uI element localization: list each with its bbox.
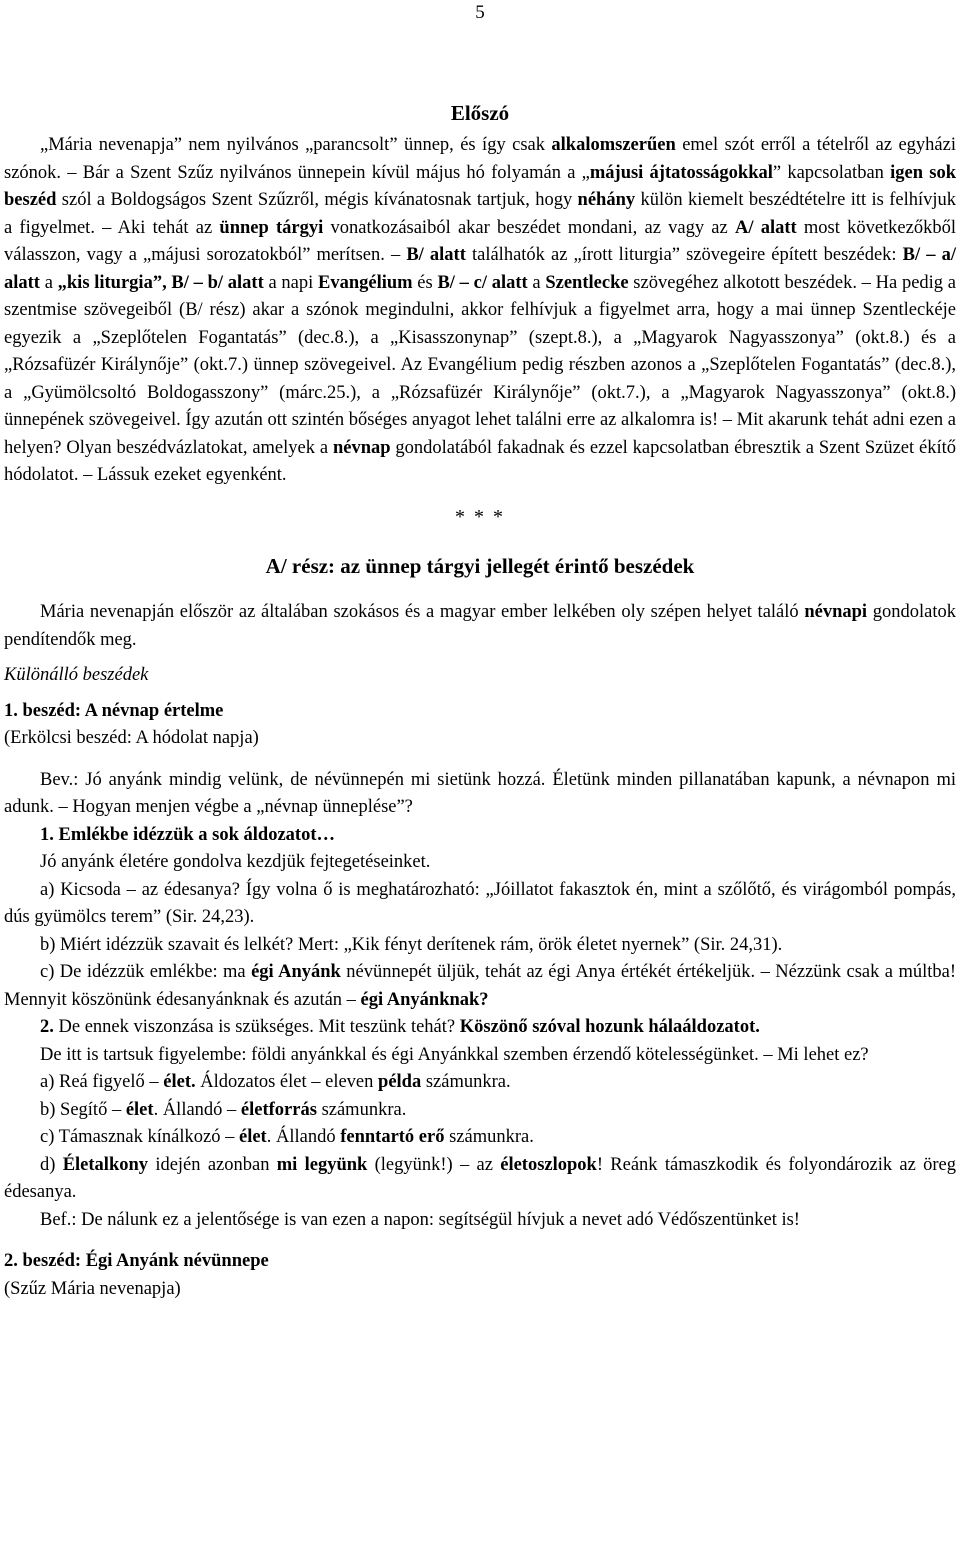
sermon-1-paragraph: 1. Emlékbe idézzük a sok áldozatot… [40, 824, 335, 845]
page-title: Előszó [450, 101, 510, 125]
sermon-1-paragraph: 2. De ennek viszonzása is szükséges. Mit teszünk tehát? Köszönő szóval hozunk hálaáldozatot. [40, 1017, 760, 1037]
subsection-heading: Különálló beszédek [4, 665, 149, 685]
sermon-1-paragraph: a) Kicsoda – az édesanya? Így volna ő is meghatározható: „Jóillatot fakasztok én, mint a szőlőtő, és virágomból pompás, dús gyümölcs terem” (Sir. 24,23). [4, 879, 956, 927]
sermon-1-paragraph: Bev.: Jó anyánk mindig velünk, de névünnepén mi sietünk hozzá. Életünk minden pillanatában kapunk, a névnapon mi adunk. – Hogyan menjen végbe a „névnap ünneplése”? [4, 769, 956, 817]
section-separator: * * * [455, 505, 505, 528]
section-a-title: A/ rész: az ünnep tárgyi jellegét érintő beszédek [265, 554, 695, 578]
sermon-1-paragraph: De itt is tartsuk figyelembe: földi anyánkkal és égi Anyánkkal szemben érzendő kötelességünket. – Mi lehet ez? [40, 1044, 869, 1065]
foreword-paragraph: „Mária nevenapja” nem nyilvános „parancsolt” ünnep, és így csak alkalomszerűen emel szót erről a tételről az egyházi szónok. – Bár a Szent Szűz nyilvános ünnepein kívül május hó folyamán a „májusi ájtatosságokkal” kapcsolatban igen sok beszéd szól a Boldogságos Szent Szűzről, mégis kívánatosnak tartjuk, hogy néhány külön kiemelt beszédtételre itt is felhívjuk a figyelmet. – Aki tehát az ünnep tárgyi vonatkozásaiból akar beszédet mondani, az vagy az A/ alatt most következőkből válasszon, vagy a „májusi sorozatokból” merítsen. – B/ alatt találhatók az „írott liturgia” szövegeire épített beszédek: B/ – a/ alatt a „kis liturgia”, B/ – b/ alatt a napi Evangélium és B/ – c/ alatt a Szentlecke szövegéhez alkotott beszédek. – Ha pedig a szentmise szövegeiből (B/ rész) akar a szónok megindulni, akkor felhívjuk a figyelmet arra, hogy a mai ünnep Szentleckéje egyezik a „Szeplőtelen Fogantatás” (dec.8.), a „Kisasszonynap” (szept.8.), a „Magyarok Nagyasszonya” (okt.8.) és a „Rózsafüzér Királynője” (okt.7.) ünnep szövegeivel. Az Evangélium pedig részben azonos a „Szeplőtelen Fogantatás” (dec.8.), a „Gyümölcsoltó Boldogasszony” (márc.25.), a „Rózsafüzér Királynője” (okt.7.), a „Magyarok Nagyasszonya” (okt.8.) ünnepének szövegeivel. Így azután ott szintén bőséges anyagot lehet találni erre az alkalomra is! – Mit akarunk tehát adni ezen a helyen? Olyan beszédvázlatokat, amelyek a névnap gondolatából fakadnak és ezzel kapcsolatban ébresztik a Szent Szüzet ékítő hódolatot. – Lássuk ezeket egyenként. [4, 135, 956, 485]
document-body [4, 98, 956, 1303]
section-a-intro: Mária nevenapján először az általában szokásos és a magyar ember lelkében oly szépen helyet találó névnapi gondolatok pendítendők meg. [4, 602, 956, 650]
sermon-1-paragraph: Bef.: De nálunk ez a jelentősége is van ezen a napon: segítségül hívjuk a nevet adó Védőszentünket is! [40, 1209, 800, 1230]
sermon-2-title: 2. beszéd: Égi Anyánk névünnepe [4, 1251, 269, 1271]
sermon-1-paragraph: a) Reá figyelő – élet. Áldozatos élet – eleven példa számunkra. [40, 1072, 511, 1092]
sermon-1-paragraph: c) De idézzük emlékbe: ma égi Anyánk névünnepét üljük, tehát az égi Anya értékét értékeljük. – Nézzünk csak a múltba! Mennyit köszönünk édesanyánknak és azután – égi Anyánknak? [4, 962, 956, 1010]
sermon-1-title: 1. beszéd: A névnap értelme [4, 700, 224, 721]
sermon-1-paragraph: d) Életalkony idején azonban mi legyünk (legyünk!) – az életoszlopok! Reánk támaszkodik és folyondározik az öreg édesanya. [4, 1154, 956, 1202]
page-number: 5 [475, 2, 485, 23]
sermon-1-subtitle: (Erkölcsi beszéd: A hódolat napja) [4, 728, 259, 748]
sermon-1-paragraph: c) Támasznak kínálkozó – élet. Állandó fenntartó erő számunkra. [40, 1127, 534, 1147]
sermon-1-paragraph: b) Segítő – élet. Állandó – életforrás számunkra. [40, 1099, 407, 1120]
sermon-1-body [4, 767, 956, 1235]
sermon-1-paragraph: b) Miért idézzük szavait és lelkét? Mert: „Kik fényt derítenek rám, örök életet nyernek” (Sir. 24,31). [40, 934, 783, 955]
sermon-1-paragraph: Jó anyánk életére gondolva kezdjük fejtegetéseinket. [40, 852, 431, 872]
sermon-2-subtitle: (Szűz Mária nevenapja) [4, 1278, 181, 1299]
